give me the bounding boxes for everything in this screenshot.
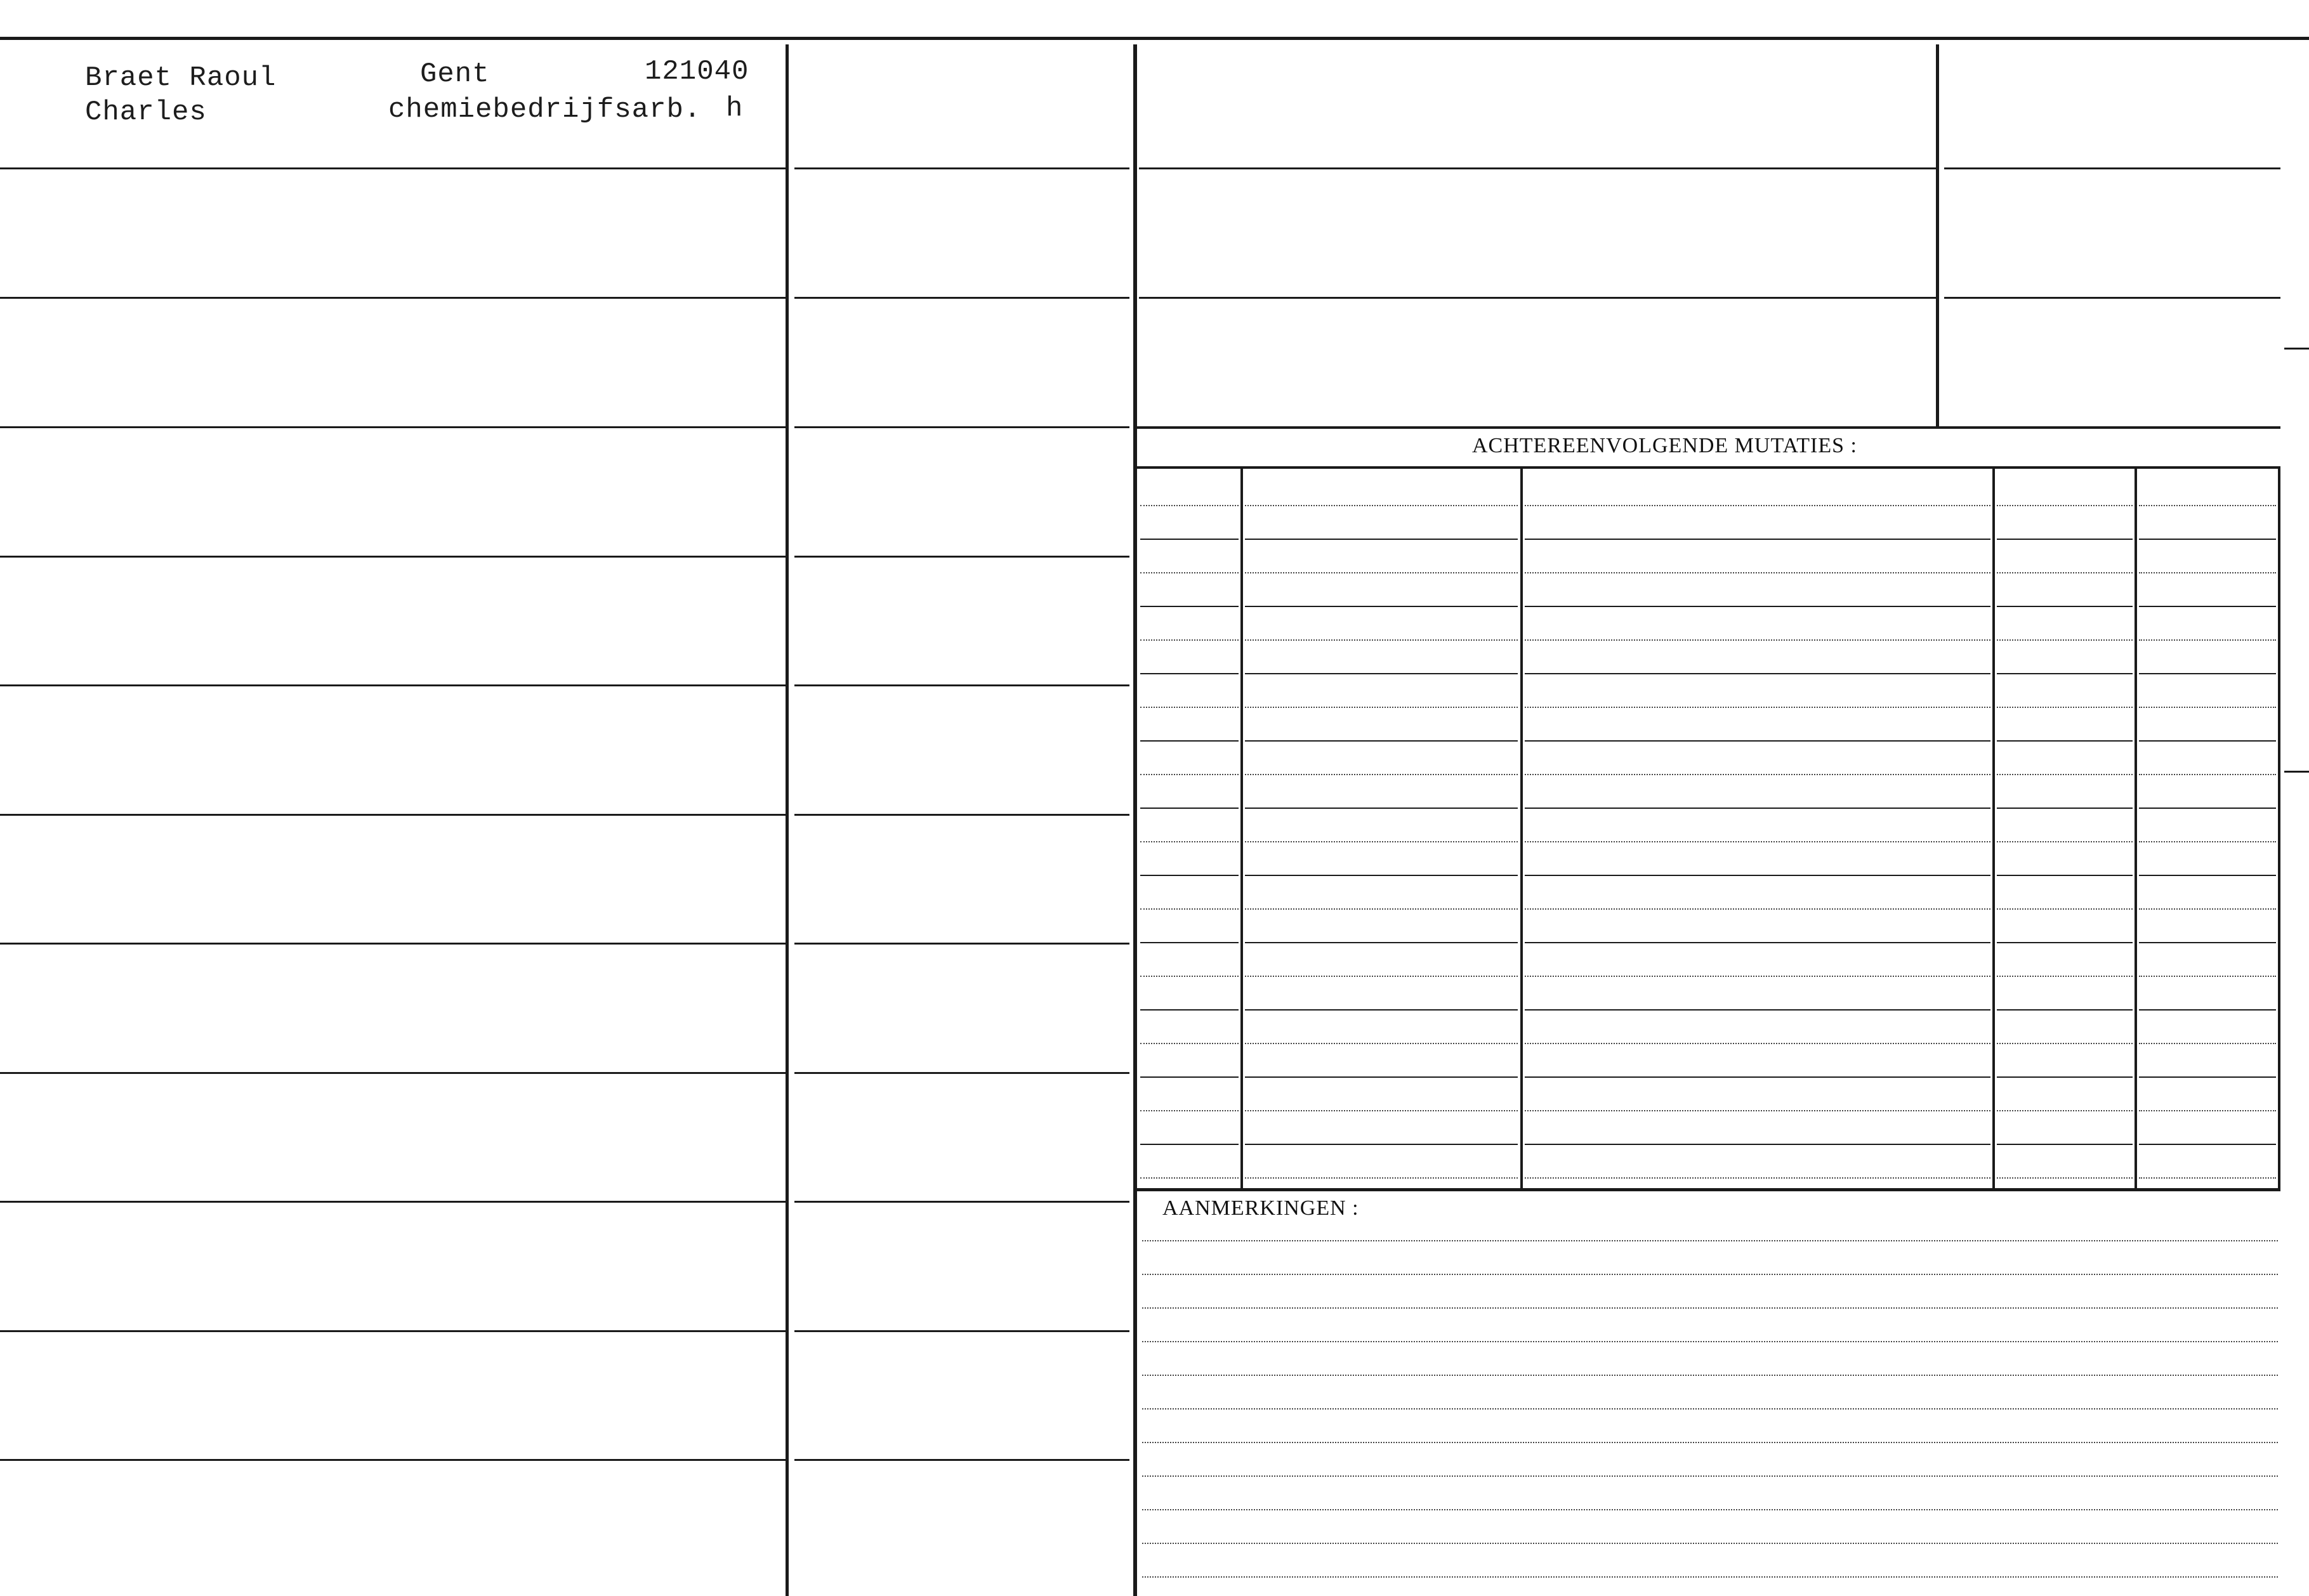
left-row-line <box>794 943 1129 945</box>
mutations-col-line <box>1240 468 1243 1190</box>
edge-tick <box>2284 771 2309 773</box>
mutation-row-line <box>2139 1110 2276 1111</box>
mutation-row-line <box>1997 707 2133 708</box>
left-row-line <box>794 1201 1129 1203</box>
name-line-1: Braet Raoul <box>85 62 277 94</box>
left-row-line <box>0 556 786 558</box>
mutation-row-line <box>2139 673 2276 674</box>
mutation-row-line <box>1245 639 1518 641</box>
marker: h <box>726 93 744 124</box>
mutation-row-line <box>1997 1009 2133 1011</box>
mutation-row-line <box>2139 740 2276 742</box>
remark-row-line <box>1142 1274 2278 1275</box>
remark-row-line <box>1142 1576 2278 1578</box>
mutation-row-line <box>1525 707 1990 708</box>
left-row-line <box>0 684 786 686</box>
left-row-line <box>0 1072 786 1074</box>
mutation-row-line <box>1525 639 1990 641</box>
mutation-row-line <box>1997 808 2133 809</box>
edge-tick <box>2284 348 2309 350</box>
remarks-top-border <box>1137 1188 2280 1191</box>
mutations-table-top <box>1137 466 2280 469</box>
upper-right-row-line <box>1139 297 1936 299</box>
mutation-row-line <box>1997 1144 2133 1145</box>
mutation-row-line <box>1997 774 2133 775</box>
mutation-row-line <box>1140 1043 1239 1044</box>
mutations-col-line <box>2135 468 2137 1190</box>
mutation-row-line <box>1140 875 1239 876</box>
mutation-row-line <box>2139 942 2276 943</box>
mutation-row-line <box>1997 673 2133 674</box>
mutation-row-line <box>2139 1009 2276 1011</box>
mutation-row-line <box>1245 908 1518 910</box>
mutation-row-line <box>1525 740 1990 742</box>
mutation-row-line <box>1997 606 2133 607</box>
center-divider <box>1133 44 1137 1596</box>
top-border <box>0 37 2309 40</box>
left-row-line <box>794 426 1129 428</box>
mutation-row-line <box>2139 1043 2276 1044</box>
mutation-row-line <box>1140 673 1239 674</box>
mutation-row-line <box>2139 639 2276 641</box>
mutation-row-line <box>1997 539 2133 540</box>
mutation-row-line <box>1140 707 1239 708</box>
mutation-row-line <box>1525 1144 1990 1145</box>
mutation-row-line <box>1245 1043 1518 1044</box>
mutation-row-line <box>1525 572 1990 573</box>
mutations-heading: ACHTEREENVOLGENDE MUTATIES : <box>1472 434 1857 457</box>
remark-row-line <box>1142 1408 2278 1410</box>
left-row-line <box>0 297 786 299</box>
mutation-row-line <box>1140 740 1239 742</box>
mutation-row-line <box>1997 1043 2133 1044</box>
remark-row-line <box>1142 1341 2278 1342</box>
mutation-row-line <box>1525 841 1990 842</box>
remarks-heading: AANMERKINGEN : <box>1162 1196 1359 1220</box>
mutation-row-line <box>1245 875 1518 876</box>
mutation-row-line <box>2139 572 2276 573</box>
left-row-line <box>794 1330 1129 1332</box>
mutation-row-line <box>1140 539 1239 540</box>
mutation-row-line <box>1245 1144 1518 1145</box>
mutation-row-line <box>2139 505 2276 506</box>
left-row-line <box>794 297 1129 299</box>
mutations-col-line <box>1992 468 1995 1190</box>
mutation-row-line <box>1997 572 2133 573</box>
mutation-row-line <box>1997 1076 2133 1078</box>
upper-right-divider <box>1936 44 1939 426</box>
mutation-row-line <box>1245 539 1518 540</box>
mutation-row-line <box>1140 1076 1239 1078</box>
mutation-row-line <box>1140 1177 1239 1179</box>
mutation-row-line <box>1140 1009 1239 1011</box>
mutation-row-line <box>1140 639 1239 641</box>
mutation-row-line <box>1245 774 1518 775</box>
mutation-row-line <box>1997 740 2133 742</box>
mutation-row-line <box>1245 976 1518 977</box>
mutation-row-line <box>2139 976 2276 977</box>
mutation-row-line <box>2139 841 2276 842</box>
mutation-row-line <box>2139 774 2276 775</box>
left-row-line <box>794 814 1129 816</box>
mutations-col-line <box>2278 468 2280 1190</box>
mutation-row-line <box>1245 1177 1518 1179</box>
remark-row-line <box>1142 1240 2278 1241</box>
place: Gent <box>420 58 490 90</box>
mutation-row-line <box>1997 1110 2133 1111</box>
mutation-row-line <box>1140 942 1239 943</box>
left-row-line <box>0 1330 786 1332</box>
mutation-row-line <box>2139 808 2276 809</box>
occupation: chemiebedrijfsarb. <box>388 94 702 126</box>
remark-row-line <box>1142 1543 2278 1544</box>
mutations-top-border <box>1137 426 2280 429</box>
date-code: 121040 <box>645 56 749 88</box>
mutation-row-line <box>1245 606 1518 607</box>
mutation-row-line <box>1140 808 1239 809</box>
mutation-row-line <box>2139 1177 2276 1179</box>
mutation-row-line <box>1525 539 1990 540</box>
left-row-line <box>794 167 1129 169</box>
mutation-row-line <box>1245 1009 1518 1011</box>
mutation-row-line <box>1525 808 1990 809</box>
upper-right-row-line <box>1139 167 1936 169</box>
left-row-line <box>0 1201 786 1203</box>
mutation-row-line <box>2139 707 2276 708</box>
mutation-row-line <box>1997 976 2133 977</box>
mutation-row-line <box>1140 606 1239 607</box>
mutation-row-line <box>1245 707 1518 708</box>
mutation-row-line <box>1245 808 1518 809</box>
left-row-line <box>0 943 786 945</box>
remark-row-line <box>1142 1475 2278 1477</box>
mutation-row-line <box>2139 606 2276 607</box>
mutation-row-line <box>1245 572 1518 573</box>
upper-right-row-line <box>1944 297 2280 299</box>
upper-right-row-line <box>1944 167 2280 169</box>
mutations-col-line <box>1520 468 1523 1190</box>
mutation-row-line <box>1140 572 1239 573</box>
mutation-row-line <box>1140 774 1239 775</box>
mutation-row-line <box>1245 673 1518 674</box>
mutation-row-line <box>1140 841 1239 842</box>
mutation-row-line <box>1140 1144 1239 1145</box>
mutation-row-line <box>1525 1110 1990 1111</box>
left-row-line <box>0 167 786 169</box>
mutation-row-line <box>1525 976 1990 977</box>
mutation-row-line <box>2139 539 2276 540</box>
mutation-row-line <box>1525 1076 1990 1078</box>
left-row-line <box>0 1459 786 1461</box>
mutation-row-line <box>1525 942 1990 943</box>
mutation-row-line <box>1245 740 1518 742</box>
left-row-line <box>794 1072 1129 1074</box>
mutation-row-line <box>2139 875 2276 876</box>
mutation-row-line <box>1525 1043 1990 1044</box>
mutation-row-line <box>1525 606 1990 607</box>
mutation-row-line <box>1997 875 2133 876</box>
left-row-line <box>0 426 786 428</box>
name-line-2: Charles <box>85 96 207 128</box>
remark-row-line <box>1142 1442 2278 1443</box>
mutation-row-line <box>1245 841 1518 842</box>
mutation-row-line <box>1245 1076 1518 1078</box>
remark-row-line <box>1142 1307 2278 1309</box>
mutation-row-line <box>1997 908 2133 910</box>
left-row-line <box>794 1459 1129 1461</box>
mutation-row-line <box>1140 1110 1239 1111</box>
left-row-line <box>794 684 1129 686</box>
mutation-row-line <box>1997 841 2133 842</box>
left-row-line <box>794 556 1129 558</box>
mutation-row-line <box>1525 1177 1990 1179</box>
remark-row-line <box>1142 1509 2278 1510</box>
mutation-row-line <box>2139 908 2276 910</box>
mutation-row-line <box>1997 505 2133 506</box>
mutation-row-line <box>1997 639 2133 641</box>
mutation-row-line <box>1245 505 1518 506</box>
left-column-divider <box>786 44 789 1596</box>
mutation-row-line <box>2139 1076 2276 1078</box>
mutation-row-line <box>1525 875 1990 876</box>
mutation-row-line <box>1525 505 1990 506</box>
mutation-row-line <box>1525 1009 1990 1011</box>
mutation-row-line <box>1525 908 1990 910</box>
mutation-row-line <box>1245 1110 1518 1111</box>
mutation-row-line <box>1245 942 1518 943</box>
mutation-row-line <box>1140 976 1239 977</box>
mutation-row-line <box>1140 908 1239 910</box>
mutation-row-line <box>1525 673 1990 674</box>
left-row-line <box>0 814 786 816</box>
mutation-row-line <box>1525 774 1990 775</box>
mutation-row-line <box>1140 505 1239 506</box>
mutation-row-line <box>1997 1177 2133 1179</box>
mutation-row-line <box>1997 942 2133 943</box>
mutation-row-line <box>2139 1144 2276 1145</box>
remark-row-line <box>1142 1375 2278 1376</box>
